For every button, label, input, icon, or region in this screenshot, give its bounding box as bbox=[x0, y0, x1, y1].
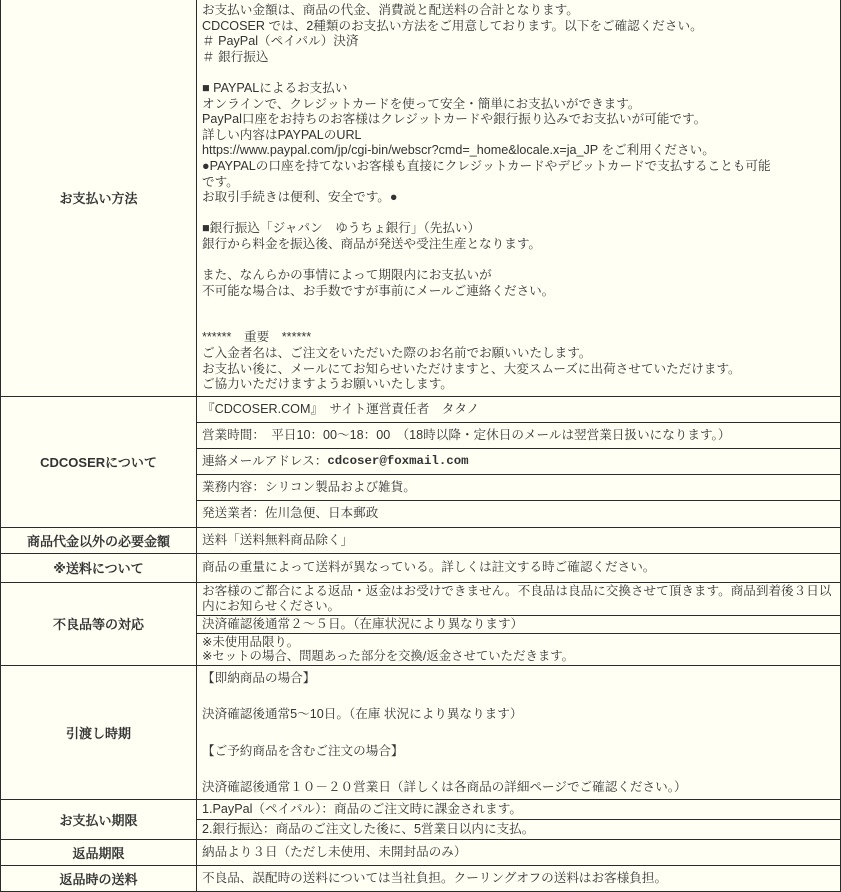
text-line: ＃ PayPal（ペイパル）決済 bbox=[202, 34, 359, 49]
text-line bbox=[202, 65, 835, 81]
table-row-delivery-time bbox=[1, 665, 840, 799]
subrow-shipping-carrier: 発送業者：佐川急便、日本郵政 bbox=[202, 506, 379, 521]
text-line: ■ PAYPALによるお支払い bbox=[202, 80, 348, 95]
subrow-exchange-period: 決済確認後通常２～５日。（在庫状況により異なります） bbox=[197, 616, 840, 634]
table-row-about-cdcoser bbox=[1, 396, 840, 527]
return-shipping-text: 不良品、誤配時の送料については当社負担。クーリングオフの送料はお客様負担。 bbox=[202, 870, 668, 885]
extra-fees-text: 送料「送料無料商品除く」 bbox=[202, 532, 354, 547]
text-line bbox=[202, 687, 835, 705]
text-line: 銀行から料金を振込後、商品が発送や受注生産となります。 bbox=[202, 236, 542, 251]
row-label-return-shipping: 返品時の送料 bbox=[1, 866, 197, 891]
text-line bbox=[202, 299, 835, 315]
text-line: 決済確認後通常１０－２０営業日（詳しくは各商品の詳細ページでご確認ください。） bbox=[202, 780, 687, 795]
text-line: CDCOSER では、2種類のお支払い方法をご用意しております。以下をご確認ください。 bbox=[202, 18, 703, 33]
text-line: また、なんらかの事情によって期限内にお支払いが bbox=[202, 268, 492, 283]
row-label-delivery-time: 引渡し時期 bbox=[1, 666, 197, 799]
row-content-delivery-time bbox=[197, 666, 840, 799]
row-content-return-deadline bbox=[197, 840, 840, 865]
shipping-note-text: 商品の重量によって送料が異なっている。詳しくは註文する時ご確認ください。 bbox=[202, 560, 656, 575]
text-line: ※セットの場合、問題あった部分を交換/返金させていただきます。 bbox=[202, 649, 575, 664]
text-line: ご入金者名は、ご注文をいただいた際のお名前でお願いいたします。 bbox=[202, 346, 592, 361]
row-label-about-cdcoser: CDCOSERについて bbox=[1, 397, 197, 527]
text-line: ＃ 銀行振込 bbox=[202, 49, 269, 64]
text-line bbox=[202, 206, 835, 222]
table-row-extra-fees bbox=[1, 527, 840, 553]
text-line: ****** 重要 ****** bbox=[202, 330, 312, 345]
text-line: ●PAYPALの口座を持てないお客様も直接にクレジットカードやデビットカードで支払することも可能 bbox=[202, 158, 771, 173]
row-label-shipping-note: ※送料について bbox=[1, 554, 197, 582]
table-row-payment-deadline bbox=[1, 799, 840, 839]
row-label-payment-deadline: お支払い期限 bbox=[1, 800, 197, 839]
table-row-payment-method bbox=[1, 0, 840, 396]
text-line: お支払い金額は、商品の代金、消費説と配送料の合計となります。 bbox=[202, 3, 579, 17]
text-line: ■銀行振込「ジャパン ゆうちょ銀行」（先払い） bbox=[202, 221, 481, 236]
subrow-return-policy: お客様のご都合による返品・返金はお受けできません。不良品は良品に交換させて頂きます。商品到着後３日以内にお知らせください。 bbox=[197, 583, 840, 616]
row-content-payment-deadline bbox=[197, 800, 840, 839]
text-line: 不可能な場合は、お手数ですが事前にメールご連絡ください。 bbox=[202, 283, 555, 298]
text-line: 決済確認後通常5～10日。（在庫 状況により異なります） bbox=[202, 707, 523, 722]
subrow-paypal-deadline: 1.PayPal（ペイパル）：商品のご注文時に課金されます。 bbox=[197, 800, 840, 820]
text-line: https://www.paypal.com/jp/cgi-bin/webscr?cmd=_home&locale.x=ja_JP をご利用ください。 bbox=[202, 143, 715, 158]
text-line: 詳しい内容はPAYPALのURL bbox=[202, 127, 362, 142]
row-content-defective-items bbox=[197, 583, 840, 665]
text-line: オンラインで、クレジットカードを使って安全・簡単にお支払いができます。 bbox=[202, 96, 641, 111]
row-label-payment-method: お支払い方法 bbox=[1, 0, 197, 396]
email-address: cdcoser@foxmail.com bbox=[327, 453, 469, 468]
text-line bbox=[202, 723, 835, 741]
subrow-business-content: 業務内容：シリコン製品および雑貨。 bbox=[197, 475, 840, 501]
subrow-site-manager: 『CDCOSER.COM』 サイト運営責任者 タタノ bbox=[197, 397, 840, 423]
text-line bbox=[202, 253, 835, 269]
table-row-shipping-note bbox=[1, 553, 840, 582]
text-line: 【ご予約商品を含むご注文の場合】 bbox=[202, 743, 404, 758]
text-line: お支払い後に、メールにてお知らせいただけますと、大変スムーズに出荷させていただけます。 bbox=[202, 361, 741, 376]
table-row-defective-items bbox=[1, 582, 840, 665]
subrow-exchange-conditions bbox=[197, 634, 840, 665]
subrow-business-hours: 営業時間： 平日10：00～18：00 （18時以降・定休日のメールは翌営業日扱いになります。） bbox=[197, 423, 840, 449]
row-content-return-shipping bbox=[197, 866, 840, 891]
email-label: 連絡メールアドレス： bbox=[202, 453, 328, 468]
text-line: PayPal口座をお持ちのお客様はクレジットカードや銀行振り込みでお支払いが可能です。 bbox=[202, 112, 707, 127]
text-line bbox=[202, 315, 835, 331]
text-line: です。 bbox=[202, 174, 239, 189]
table-row-return-deadline bbox=[1, 839, 840, 865]
subrow-bank-deadline: 2.銀行振込：商品のご注文した後に、5営業日以内に支払。 bbox=[202, 822, 535, 837]
row-content-shipping-note bbox=[197, 554, 840, 582]
row-label-defective-items: 不良品等の対応 bbox=[1, 583, 197, 665]
row-label-extra-fees: 商品代金以外の必要金額 bbox=[1, 528, 197, 553]
row-content-extra-fees bbox=[197, 528, 840, 553]
text-line: 【即納商品の場合】 bbox=[202, 670, 316, 685]
text-line bbox=[202, 760, 835, 778]
text-line: お取引手続きは便利、安全です。● bbox=[202, 190, 398, 205]
subrow-contact-email bbox=[197, 449, 840, 475]
text-line: ご協力いただけますようお願いいたします。 bbox=[202, 377, 453, 392]
row-content-payment-method bbox=[197, 0, 840, 396]
row-content-about-cdcoser bbox=[197, 397, 840, 527]
return-deadline-text: 納品より３日（ただし未使用、未開封品のみ） bbox=[202, 844, 467, 859]
text-line: ※未使用品限り。 bbox=[202, 634, 300, 649]
table-row-return-shipping bbox=[1, 865, 840, 891]
row-label-return-deadline: 返品期限 bbox=[1, 840, 197, 865]
